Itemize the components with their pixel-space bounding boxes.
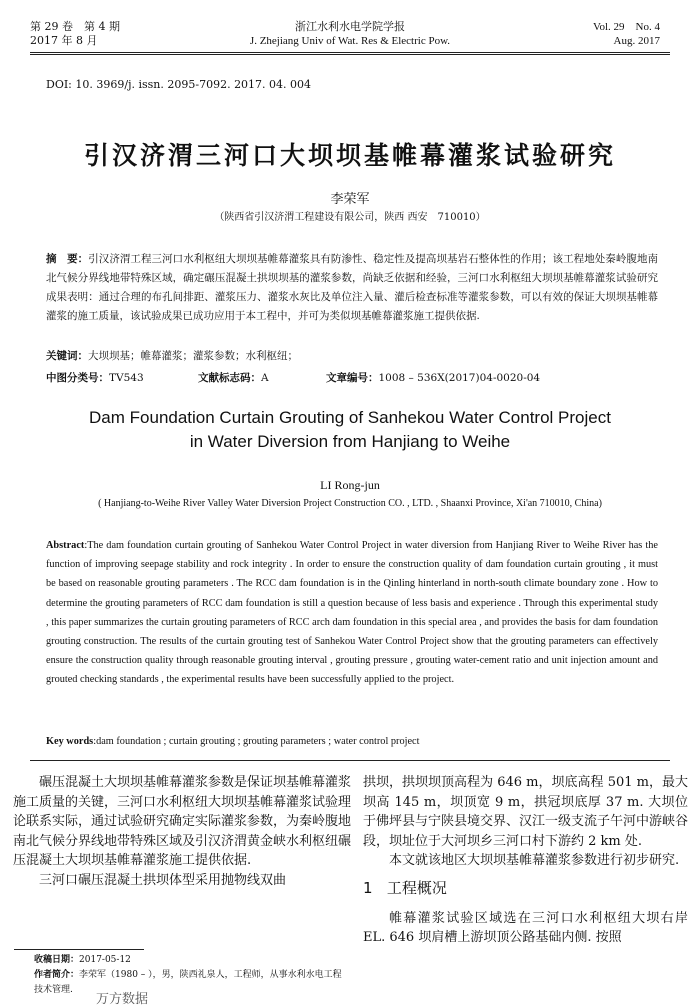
footnote-rule (14, 949, 144, 950)
body-left-column (13, 773, 351, 891)
affiliation-en: ( Hanjiang-to-Weihe River Valley Water Diversion Project Construction CO. , LTD. , Shaanxi Province, Xi'an 710010, China) (98, 498, 602, 509)
body-right-column (363, 773, 688, 948)
title-zh: 引汉济渭三河口大坝坝基帷幕灌浆试验研究 (83, 141, 616, 170)
article-number-value: 1008 – 536X(2017)04-0020-04 (378, 372, 541, 384)
watermark: 万方数据 (96, 992, 149, 1007)
keywords-zh-label: 关键词： (46, 350, 88, 362)
abstract-en (46, 536, 658, 690)
date-en: Aug. 2017 (613, 35, 660, 47)
keywords-en (46, 736, 419, 747)
header-volume-en (593, 20, 660, 48)
body-paragraph: 帷幕灌浆试验区域选在三河口水利枢纽大坝右岸 EL. 646 坝肩槽上游坝顶公路基础内侧. 按照 (363, 910, 688, 946)
keywords-zh (46, 348, 298, 363)
clc-value: TV543 (109, 372, 144, 384)
body-paragraph: 本文就该地区大坝坝基帷幕灌浆参数进行初步研究. (389, 853, 680, 869)
author-zh: 李荣军 (330, 192, 370, 207)
abstract-zh-text: 引汉济渭工程三河口水利枢纽大坝坝基帷幕灌浆具有防渗性、稳定性及提高坝基岩石整体性的作用；该工程地处秦岭腹地南北气候分界线地带特殊区域，确定碾压混凝土拱坝坝基的灌浆参数，尚缺乏依据和经验，三河口水利枢纽大坝坝基帷幕灌浆试验研究成果表明：通过合理的布孔间排距、灌浆压力、灌浆水灰比及单位注入量、灌后检查标准等灌浆参数，可以有效的保证大坝坝基帷幕灌浆的施工质量，该试验成果已成功应用于本工程中，并可为类似坝基帷幕灌浆施工提供依据. (46, 253, 659, 322)
author-en: LI Rong-jun (320, 478, 380, 492)
affiliation-zh: （陕西省引汉济渭工程建设有限公司，陕西 西安 710010） (214, 212, 486, 223)
journal-name-en: J. Zhejiang Univ of Wat. Res & Electric Pow. (249, 35, 451, 47)
section-number: 1 (363, 878, 373, 897)
footnote-received (34, 953, 344, 968)
doc-code-label: 文献标志码： (198, 372, 261, 384)
keywords-en-label: Key words (46, 736, 94, 747)
bio-text: 李荣军（1980 – ），男，陕西礼泉人，工程师，从事水利水电工程技术管理. (34, 970, 342, 995)
classification-row (46, 370, 658, 385)
journal-name-zh: 浙江水利水电学院学报 (295, 20, 405, 33)
footnote-bio (34, 968, 344, 998)
abstract-rule (30, 760, 670, 761)
doi[interactable]: DOI: 10. 3969/j. issn. 2095-7092. 2017. 04. 004 (46, 78, 312, 91)
article-number-label: 文章编号： (326, 372, 379, 384)
abstract-zh (46, 250, 658, 326)
abstract-en-text: :The dam foundation curtain grouting of Sanhekou Water Control Project in water diversion from Hanjiang River to Weihe River has the function of improving seepage stability and rock integrity . In order to ensure the construction quality of dam foundation curtain grouting , it must be based on reasonable grouting parameters . The RCC dam foundation is in the Qinling hinterland in north-south climate boundary zone . How to determine the grouting parameters of RCC dam foundation is still a question because of less basis and experience . Through this experimental study , this paper summarizes the curtain grouting parameters of RCC arch dam foundation in this special area , and provides the basis for dam foundation grouting construction. The results of the curtain grouting test of Sanhekou Water Control Project show that the grouting parameters can effectively ensure the construction quality through reasonable grouting interval , grouting pressure , grouting water-cement ratio and unit injection amount and grouted checking standards , the experimental results have been successfully applied to the project. (46, 540, 658, 686)
header-rule (30, 52, 670, 55)
bio-label: 作者简介： (34, 970, 80, 980)
body-paragraph: 拱坝，拱坝坝顶高程为 646 m，坝底高程 501 m，最大坝高 145 m，坝顶宽 9 m，拱冠坝底厚 37 m. 大坝位于佛坪县与宁陕县境交界、汉江一级支流子午河中游峡谷段，坝址位于大河坝乡三河口村下游约 2 km 处. (363, 775, 689, 849)
doc-code-value: A (261, 372, 269, 384)
volume-issue-zh: 第 29 卷 第 4 期 (30, 20, 120, 33)
date-zh: 2017 年 8 月 (30, 34, 98, 47)
body-paragraph: 碾压混凝土大坝坝基帷幕灌浆参数是保证坝基帷幕灌浆施工质量的关键，三河口水利枢纽大坝坝基帷幕灌浆试验理论联系实际，通过试验研究确定实际灌浆参数，为秦岭腹地南北气候分界线地带特殊区域及引汉济渭黄金峡水利枢纽碾压混凝土大坝坝基帷幕灌浆施工提供依据. (13, 775, 352, 869)
title-en-line1: Dam Foundation Curtain Grouting of Sanhekou Water Control Project (89, 408, 611, 427)
received-date: 2017-05-12 (79, 955, 131, 965)
volume-issue-en: Vol. 29 No. 4 (592, 21, 660, 33)
title-en (0, 406, 700, 454)
section-heading (363, 879, 688, 899)
keywords-zh-text: 大坝坝基；帷幕灌浆；灌浆参数；水利枢纽； (88, 350, 298, 362)
abstract-zh-label: 摘 要： (46, 253, 89, 265)
title-en-line2: in Water Diversion from Hanjiang to Weihe (189, 432, 511, 451)
clc-label: 中图分类号： (46, 372, 109, 384)
received-label: 收稿日期： (34, 955, 80, 965)
section-title: 工程概况 (386, 878, 447, 897)
body-paragraph: 三河口碾压混凝土拱坝体型采用抛物线双曲 (39, 872, 287, 888)
keywords-en-text: :dam foundation ; curtain grouting ; grouting parameters ; water control project (93, 736, 420, 747)
abstract-en-label: Abstract (46, 540, 85, 551)
